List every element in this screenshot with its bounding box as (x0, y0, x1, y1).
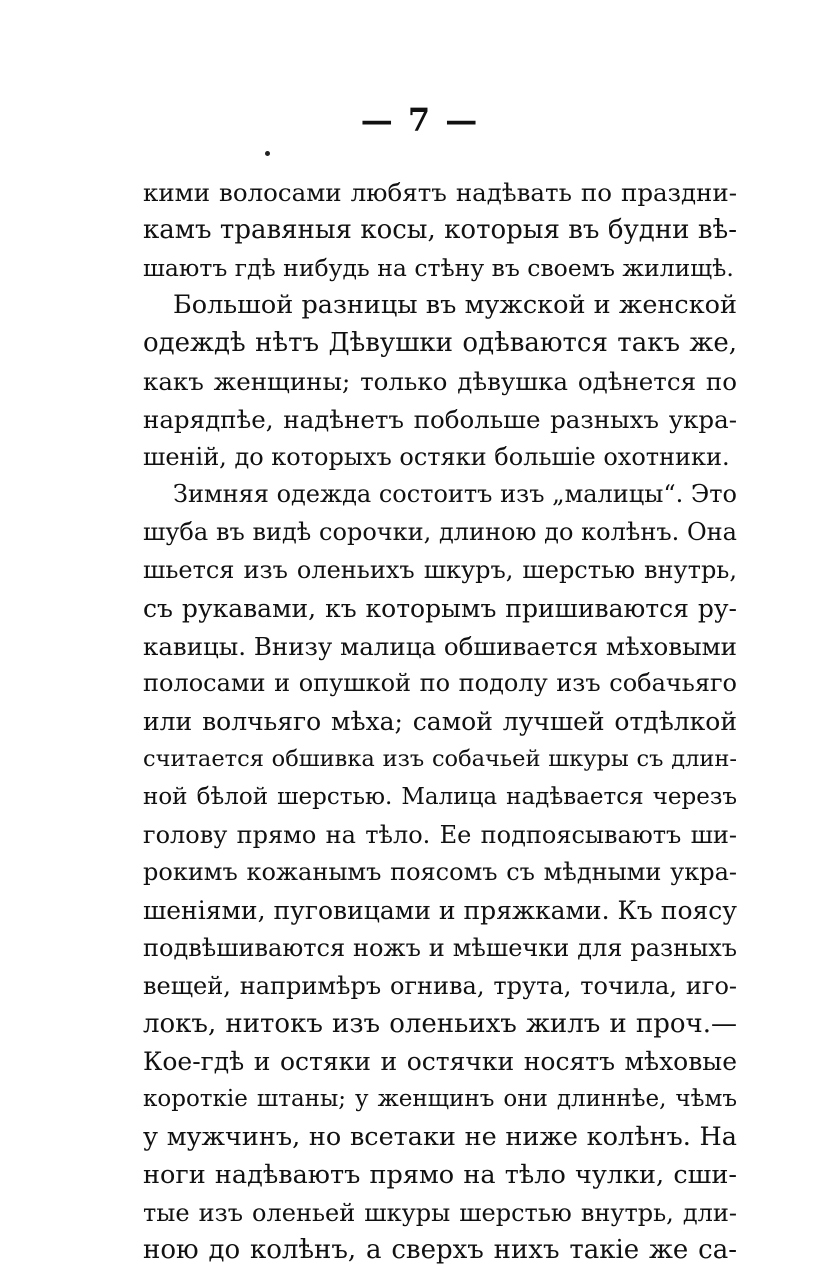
text-line: Зимняя одежда состоитъ изъ „малицы“. Это (173, 480, 737, 509)
text-line: вещей, напримѣръ огнива, трута, точила, иго- (143, 971, 737, 1000)
text-line: ной бѣлой шерстью. Малица надѣвается черезъ (143, 783, 737, 810)
text-line: полосами и опушкой по подолу изъ собачьяго (143, 669, 737, 698)
text-line: считается обшивка изъ собачьей шкуры съ длин- (143, 745, 737, 772)
text-line: шаютъ гдѣ нибудь на стѣну въ своемъ жилищѣ. (143, 253, 734, 282)
text-line: одеждѣ нѣтъ Дѣвушки одѣваются такъ же, (143, 328, 737, 359)
text-line: нарядпѣе, надѣнетъ побольше разныхъ укра- (143, 404, 737, 434)
text-line: у мужчинъ, но всетаки не ниже колѣнъ. На (143, 1121, 737, 1152)
text-line: локъ, нитокъ изъ оленьихъ жилъ и проч.— (143, 1008, 737, 1039)
text-line: шеній, до которыхъ остяки большіе охотники. (143, 442, 730, 471)
text-line: короткіе штаны; у женщинъ они длиннѣе, чѣмъ (143, 1086, 737, 1113)
text-line: съ рукавами, къ которымъ пришиваются ру- (143, 593, 737, 623)
ink-speck (265, 151, 270, 156)
text-line: или волчьяго мѣха; самой лучшей отдѣлкой (143, 707, 737, 737)
text-line: Большой разницы въ мужской и женской (173, 290, 737, 321)
page-number: — 7 — (360, 101, 480, 139)
text-line: голову прямо на тѣло. Ее подпоясываютъ ши- (143, 820, 737, 849)
text-line: рокимъ кожанымъ поясомъ съ мѣдными укра- (143, 858, 737, 887)
text-line: ноги надѣваютъ прямо на тѣло чулки, сши- (143, 1159, 737, 1190)
text-line: шеніями, пуговицами и пряжками. Къ поясу (143, 896, 737, 926)
text-line: шьется изъ оленьихъ шкуръ, шерстью внутрь, (143, 555, 737, 584)
text-line: ною до колѣнъ, а сверхъ нихъ такіе же са- (143, 1235, 737, 1266)
text-line: тые изъ оленьей шкуры шерстью внутрь, дли- (143, 1198, 737, 1227)
text-line: кими волосами любятъ надѣвать по праздни- (143, 178, 737, 207)
text-line: Кое-гдѣ и остяки и остячки носятъ мѣховые (143, 1047, 737, 1077)
text-line: какъ женщины; только дѣвушка одѣнется по (143, 366, 737, 396)
text-line: камъ травяныя косы, которыя въ будни вѣ- (143, 214, 737, 245)
text-line: шуба въ видѣ сорочки, длиною до колѣнъ. Она (143, 518, 737, 547)
text-line: кавицы. Внизу малица обшивается мѣховыми (143, 631, 737, 661)
body-text (143, 174, 737, 1270)
text-line: подвѣшиваются ножъ и мѣшечки для разныхъ (143, 933, 737, 962)
